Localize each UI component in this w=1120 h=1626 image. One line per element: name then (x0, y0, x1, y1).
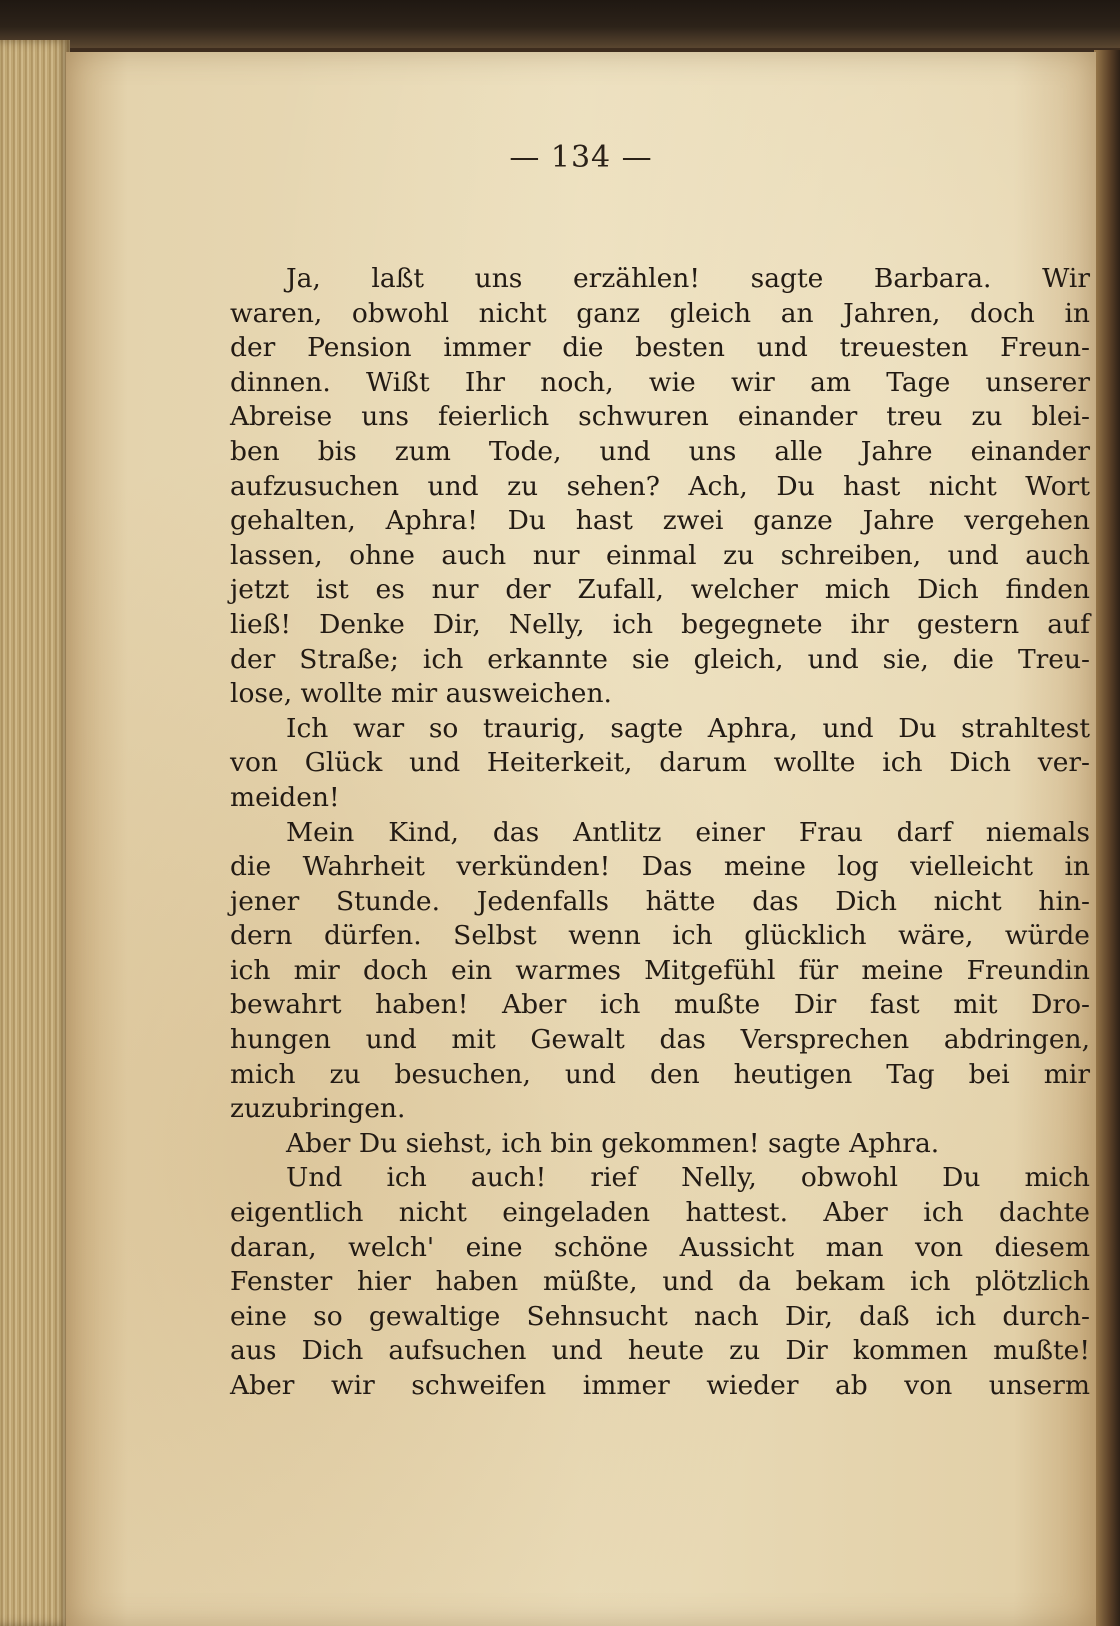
page-block-edge (0, 40, 70, 1626)
book-cover-top-edge (0, 0, 1120, 48)
text-line: aus Dich aufsuchen und heute zu Dir kommen mußte! (230, 1335, 1090, 1367)
book-spine-shadow (1094, 50, 1120, 1626)
text-line: ben bis zum Tode, und uns alle Jahre einander (230, 435, 1090, 467)
text-line: bewahrt haben! Aber ich mußte Dir fast mit Dro- (230, 989, 1090, 1021)
page (66, 52, 1096, 1626)
text-line: ich mir doch ein warmes Mitgefühl für meine Freundin (230, 954, 1090, 986)
text-line: lassen, ohne auch nur einmal zu schreiben, und auch (230, 539, 1090, 571)
text-line: ließ! Denke Dir, Nelly, ich begegnete ihr gestern auf (230, 608, 1090, 640)
text-line: von Glück und Heiterkeit, darum wollte ich Dich ver- (230, 747, 1090, 779)
text-line: dinnen. Wißt Ihr noch, wie wir am Tage unserer (230, 366, 1090, 398)
text-line: mich zu besuchen, und den heutigen Tag bei mir (230, 1058, 1090, 1090)
text-line: der Straße; ich erkannte sie gleich, und sie, die Treu- (230, 643, 1090, 675)
text-line: aufzusuchen und zu sehen? Ach, Du hast nicht Wort (230, 470, 1090, 502)
text-line: zuzubringen. (230, 1093, 406, 1125)
text-line: daran, welch' eine schöne Aussicht man von diesem (230, 1231, 1090, 1263)
text-line: Abreise uns feierlich schwuren einander treu zu blei- (230, 401, 1090, 433)
text-line: Und ich auch! rief Nelly, obwohl Du mich (286, 1162, 1090, 1194)
text-line: Ich war so traurig, sagte Aphra, und Du strahltest (286, 712, 1090, 744)
text-line: waren, obwohl nicht ganz gleich an Jahren, doch in (230, 297, 1090, 329)
text-line: Aber wir schweifen immer wieder ab von unserm (230, 1370, 1090, 1401)
body-text (230, 262, 1090, 1404)
page-number: — 134 — (509, 140, 653, 175)
text-line: eigentlich nicht eingeladen hattest. Aber ich dachte (230, 1197, 1090, 1229)
text-line: Aber Du siehst, ich bin gekommen! sagte Aphra. (286, 1127, 940, 1159)
text-line: lose, wollte mir ausweichen. (230, 678, 612, 710)
text-line: dern dürfen. Selbst wenn ich glücklich wäre, würde (230, 920, 1090, 952)
text-line: Ja, laßt uns erzählen! sagte Barbara. Wir (286, 263, 1090, 294)
text-line: meiden! (230, 781, 340, 813)
text-line: der Pension immer die besten und treuesten Freun- (230, 332, 1090, 364)
text-line: jener Stunde. Jedenfalls hätte das Dich nicht hin- (230, 885, 1090, 917)
text-line: die Wahrheit verkünden! Das meine log vielleicht in (230, 851, 1090, 883)
text-line: jetzt ist es nur der Zufall, welcher mich Dich finden (230, 574, 1090, 606)
text-line: hungen und mit Gewalt das Versprechen abdringen, (230, 1024, 1090, 1056)
text-line: gehalten, Aphra! Du hast zwei ganze Jahre vergehen (230, 505, 1090, 537)
text-line: eine so gewaltige Sehnsucht nach Dir, daß ich durch- (230, 1300, 1090, 1332)
text-line: Mein Kind, das Antlitz einer Frau darf niemals (286, 816, 1090, 848)
text-line: Fenster hier haben müßte, und da bekam ich plötzlich (230, 1266, 1090, 1298)
